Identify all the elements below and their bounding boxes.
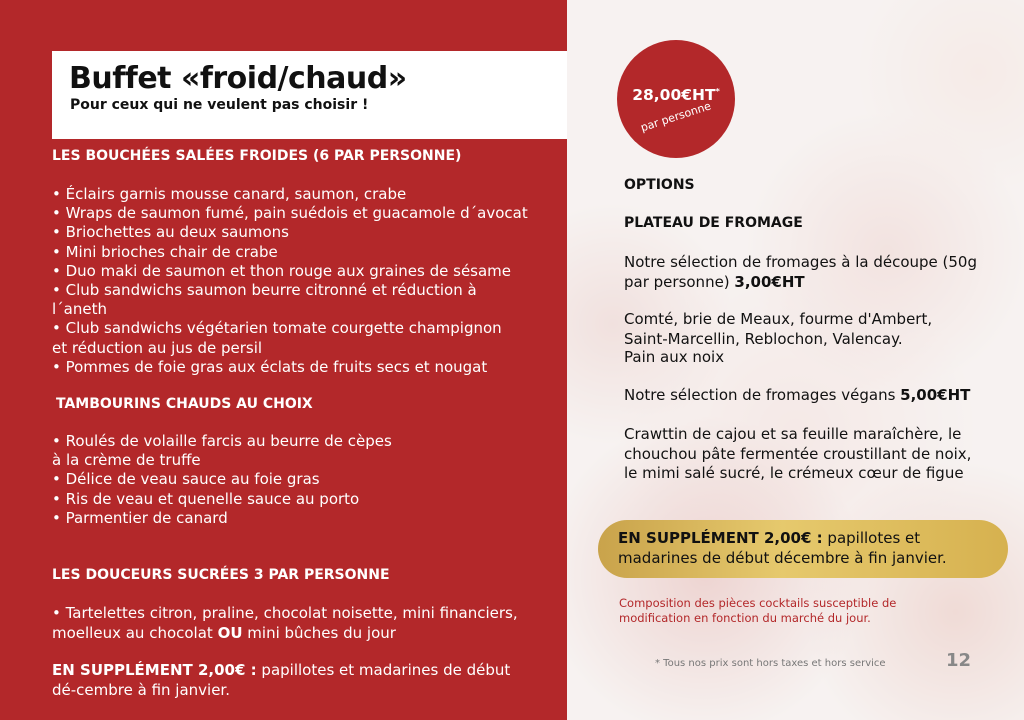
hot-item: • Parmentier de canard — [52, 508, 228, 527]
left-supplement — [52, 661, 532, 700]
price-star: * — [715, 86, 720, 96]
hot-item: • Délice de veau sauce au foie gras — [52, 470, 320, 489]
hot-item: à la crème de truffe — [52, 451, 201, 470]
cold-item: • Pommes de foie gras aux éclats de fruits secs et nougat — [52, 357, 488, 376]
page-number: 12 — [946, 650, 972, 671]
supplement-banner — [598, 520, 1008, 578]
vegan-selection-text — [624, 386, 994, 406]
vegan-text: Notre sélection de fromages végans — [624, 386, 901, 404]
options-title: OPTIONS — [624, 177, 695, 193]
sweet-text-after: mini bûches du jour — [242, 623, 396, 642]
hot-item: • Ris de veau et quenelle sauce au porto — [52, 489, 360, 508]
sweet-text-or: OU — [217, 623, 243, 642]
right-supplement-text: papillotes et madarines de début décembre à fin janvier. — [618, 529, 947, 567]
right-supplement — [618, 529, 998, 568]
price-note: par personne — [639, 99, 713, 135]
cold-item: • Éclairs garnis mousse canard, saumon, crabe — [52, 185, 407, 203]
vegan-price: 5,00€HT — [900, 386, 971, 404]
page-title: Buffet «froid/chaud» — [69, 61, 407, 96]
cheese-list: Comté, brie de Meaux, fourme d'Ambert, Saint-Marcellin, Reblochon, Valencay. — [624, 310, 933, 348]
hot-items-list — [52, 432, 552, 528]
cold-item: • Club sandwichs saumon beurre citronné et réduction à — [52, 281, 477, 300]
left-supplement-text: papillotes et madarines de début dé-cembre à fin janvier. — [52, 661, 511, 699]
cold-items-list — [52, 185, 552, 377]
cold-item: • Wraps de saumon fumé, pain suédois et guacamole d´avocat — [52, 204, 528, 223]
cheese-price: 3,00€HT — [734, 272, 805, 291]
price-badge — [617, 40, 735, 158]
hot-item: • Roulés de volaille farcis au beurre de cèpes — [52, 432, 392, 450]
title-box — [52, 51, 567, 139]
cheese-bread: Pain aux noix — [624, 348, 725, 366]
sweet-text-before: • Tartelettes citron, praline, chocolat noisette, mini financiers, moelleux au chocolat — [52, 604, 518, 642]
price-footnote: * Tous nos prix sont hors taxes et hors service — [655, 658, 886, 669]
cold-item: • Club sandwichs végétarien tomate courgette champignon — [52, 319, 502, 338]
cold-section-title: LES BOUCHÉES SALÉES FROIDES (6 PAR PERSONNE) — [52, 148, 462, 164]
price-amount: 28,00€HT — [632, 86, 716, 104]
cold-item: • Mini brioches chair de crabe — [52, 242, 278, 261]
cheese-text: Notre sélection de fromages à la découpe (50g par personne) — [624, 253, 977, 291]
sweet-section-title: LES DOUCEURS SUCRÉES 3 PAR PERSONNE — [52, 567, 390, 583]
cheese-selection-text — [624, 253, 994, 292]
left-supplement-label: EN SUPPLÉMENT 2,00€ : — [52, 661, 257, 679]
cold-item: • Duo maki de saumon et thon rouge aux graines de sésame — [52, 261, 512, 280]
sweet-items-text — [52, 604, 532, 643]
right-supplement-label: EN SUPPLÉMENT 2,00€ : — [618, 529, 823, 547]
hot-section-title: TAMBOURINS CHAUDS AU CHOIX — [56, 396, 313, 412]
cold-item: et réduction au jus de persil — [52, 338, 263, 357]
composition-note: Composition des pièces cocktails susceptible de modification en fonction du marché du jour. — [619, 596, 897, 625]
cold-item: • Briochettes au deux saumons — [52, 223, 289, 242]
page-subtitle: Pour ceux qui ne veulent pas choisir ! — [70, 97, 369, 113]
price-value — [627, 86, 725, 104]
cold-item: l´aneth — [52, 300, 107, 319]
cheese-plate-title: PLATEAU DE FROMAGE — [624, 215, 803, 231]
vegan-list: Crawttin de cajou et sa feuille maraîchère, le chouchou pâte fermentée croustillant de noix, le mimi salé sucré, le crémeux cœur de figue — [624, 425, 972, 482]
